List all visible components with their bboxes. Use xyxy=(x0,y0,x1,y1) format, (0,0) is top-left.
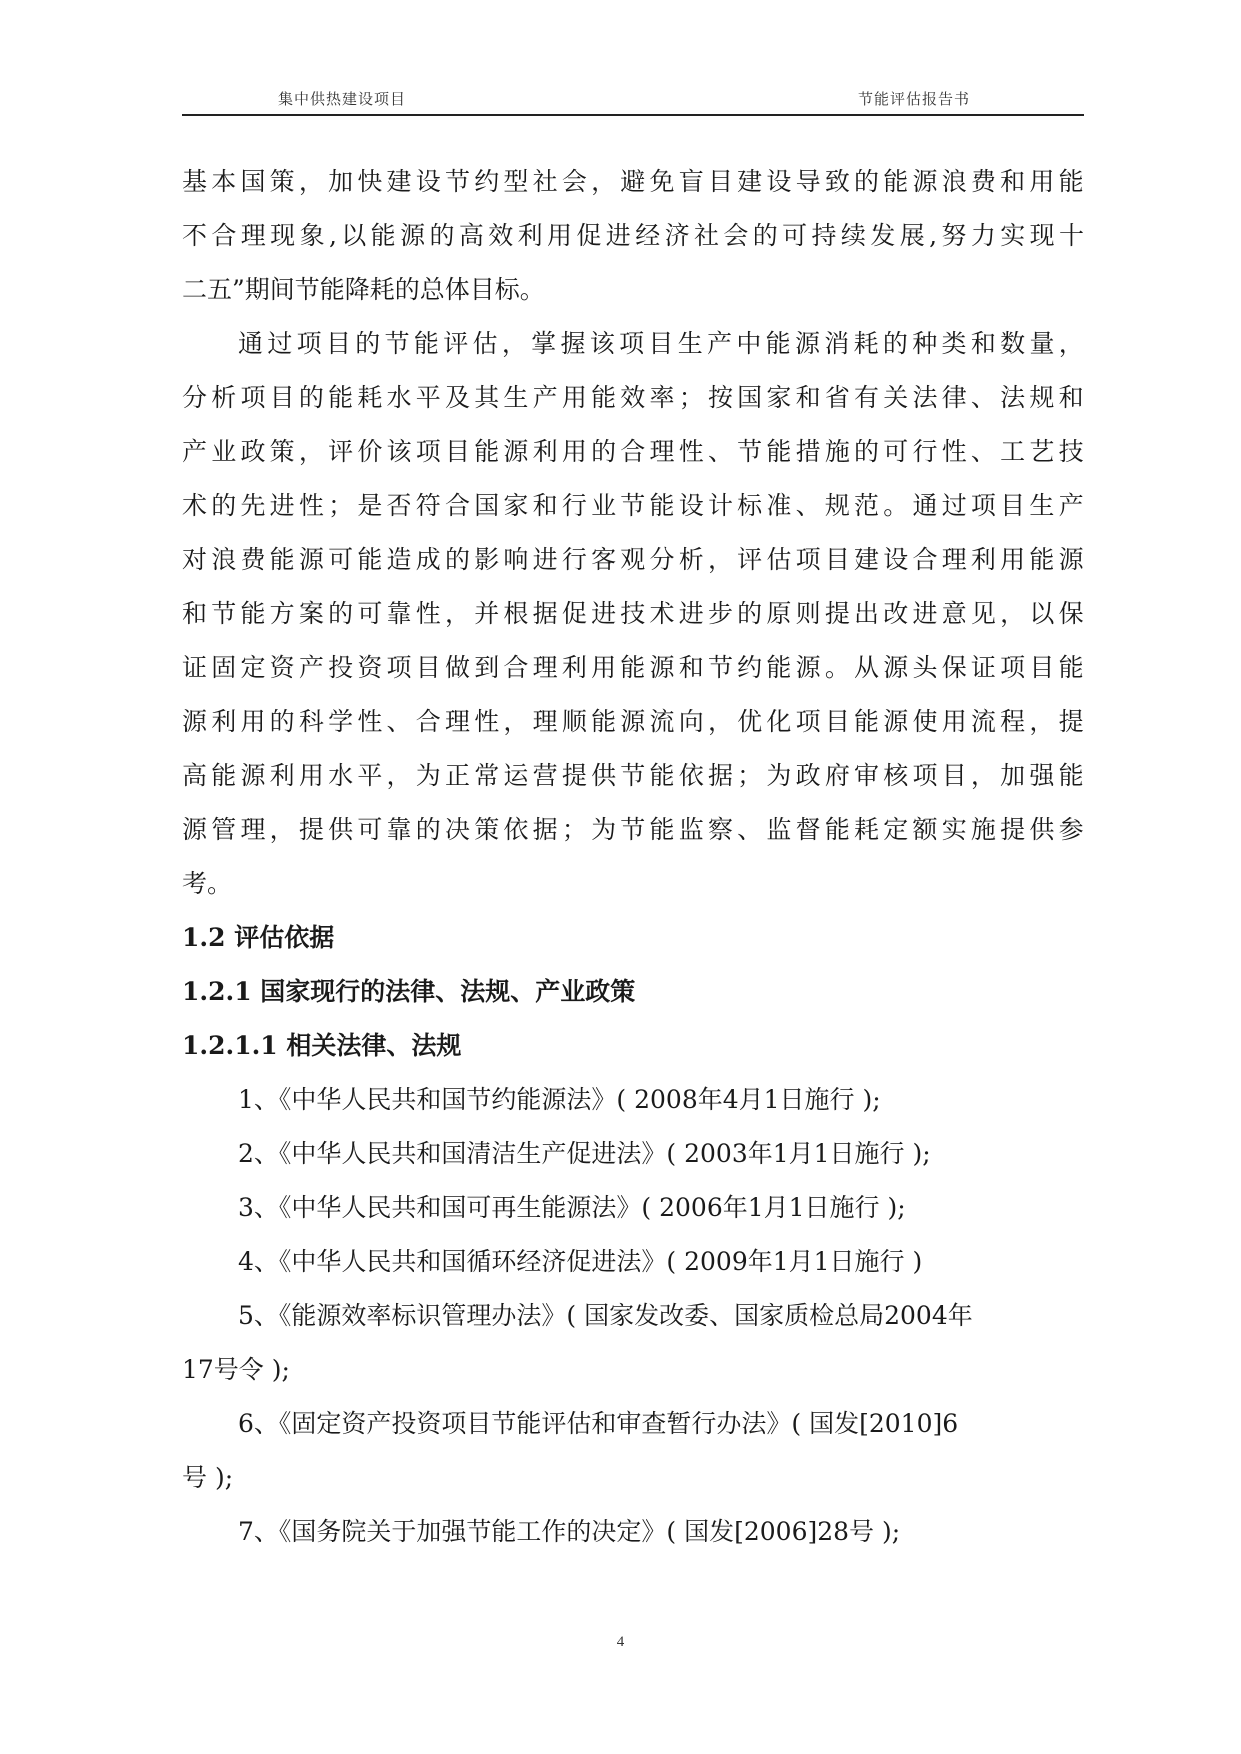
page-number: 4 xyxy=(616,1634,625,1650)
paragraph-line: 对 浪 费 能 源 可 能 造 成 的 影 响 进 行 客 观 分 析 ， 评 估 项 目 建 设 合 理 利 用 能 源 xyxy=(182,545,1084,574)
list-item: 5、《能源效率标识管理办法》( 国家发改委、国家质检总局2004年 xyxy=(238,1301,973,1330)
paragraph-line: 分 析 项 目 的 能 耗 水 平 及 其 生 产 用 能 效 率 ； 按 国 家 和 省 有 关 法 律 、 法 规 和 xyxy=(182,383,1084,412)
document-body xyxy=(182,155,1084,1559)
page-header xyxy=(182,84,1084,116)
header-report-title: 节能评估报告书 xyxy=(858,90,971,108)
paragraph-line: 源 利 用 的 科 学 性 、 合 理 性 ， 理 顺 能 源 流 向 ， 优 化 项 目 能 源 使 用 流 程 ， 提 xyxy=(182,707,1084,736)
paragraph-line: 证 固 定 资 产 投 资 项 目 做 到 合 理 利 用 能 源 和 节 约 能 源 。 从 源 头 保 证 项 目 能 xyxy=(182,653,1084,682)
paragraph-line: 考。 xyxy=(182,869,233,898)
header-project-title: 集中供热建设项目 xyxy=(278,90,407,108)
list-item: 6、《固定资产投资项目节能评估和审查暂行办法》( 国发[2010]6 xyxy=(238,1409,959,1438)
paragraph-line: 产 业 政 策 ， 评 价 该 项 目 能 源 利 用 的 合 理 性 、 节 能 措 施 的 可 行 性 、 工 艺 技 xyxy=(182,437,1084,466)
paragraph-line: 通 过 项 目 的 节 能 评 估 ， 掌 握 该 项 目 生 产 中 能 源 消 耗 的 种 类 和 数 量 ， xyxy=(238,329,1084,358)
list-item-continuation: 17号令 ); xyxy=(182,1355,290,1384)
paragraph-line: 二五”期间节能降耗的总体目标。 xyxy=(182,275,545,304)
paragraph-line: 和 节 能 方 案 的 可 靠 性 ， 并 根 据 促 进 技 术 进 步 的 原 则 提 出 改 进 意 见 ， 以 保 xyxy=(182,599,1084,628)
paragraph-line: 不 合 理 现 象 , 以 能 源 的 高 效 利 用 促 进 经 济 社 会 的 可 持 续 发 展 , 努 力 实 现 十 xyxy=(182,221,1084,250)
paragraph-line: 基 本 国 策 ， 加 快 建 设 节 约 型 社 会 ， 避 免 盲 目 建 设 导 致 的 能 源 浪 费 和 用 能 xyxy=(182,167,1084,196)
list-item: 3、《中华人民共和国可再生能源法》( 2006年1月1日施行 ); xyxy=(238,1193,906,1222)
list-item: 4、《中华人民共和国循环经济促进法》( 2009年1月1日施行 ) xyxy=(238,1247,923,1276)
subsection-heading: 1.2.1 国家现行的法律、法规、产业政策 xyxy=(182,977,636,1006)
list-item: 2、《中华人民共和国清洁生产促进法》( 2003年1月1日施行 ); xyxy=(238,1139,931,1168)
list-item-continuation: 号 ); xyxy=(182,1463,234,1492)
list-item: 7、《国务院关于加强节能工作的决定》( 国发[2006]28号 ); xyxy=(238,1517,901,1546)
subsubsection-heading: 1.2.1.1 相关法律、法规 xyxy=(182,1031,462,1060)
paragraph-line: 源 管 理 ， 提 供 可 靠 的 决 策 依 据 ； 为 节 能 监 察 、 监 督 能 耗 定 额 实 施 提 供 参 xyxy=(182,815,1084,844)
list-item: 1、《中华人民共和国节约能源法》( 2008年4月1日施行 ); xyxy=(238,1085,881,1114)
paragraph-line: 术 的 先 进 性 ； 是 否 符 合 国 家 和 行 业 节 能 设 计 标 准 、 规 范 。 通 过 项 目 生 产 xyxy=(182,491,1084,520)
paragraph-line: 高 能 源 利 用 水 平 ， 为 正 常 运 营 提 供 节 能 依 据 ； 为 政 府 审 核 项 目 ， 加 强 能 xyxy=(182,761,1084,790)
section-heading: 1.2 评估依据 xyxy=(182,923,335,952)
